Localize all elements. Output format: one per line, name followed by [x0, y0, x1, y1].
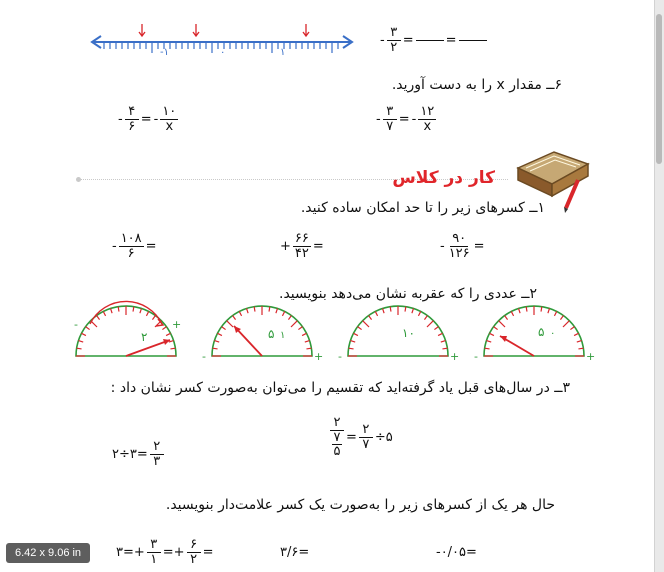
dial-3-minus: -: [338, 350, 342, 363]
dial-tick: [306, 348, 311, 349]
q3-right-equation: ۲ ۷ ۵ = $\frac{۲}{۷}$ ÷۵: [330, 416, 393, 459]
q4-heading: حال هر یک از کسرهای زیر را به‌صورت یک کسر علامت‌دار بنویسید.: [165, 497, 555, 513]
dial-tick: [390, 307, 391, 312]
dial-3: [342, 300, 454, 362]
q1-fraction-a: - $\frac{۱۰۸}{۶}$ =: [112, 231, 157, 261]
fraction: $\frac{۲}{۷}$: [359, 423, 373, 451]
dial-2-label: ۵: [268, 327, 275, 341]
dial-4-label: ۵: [538, 325, 545, 339]
dial-tick: [349, 348, 354, 349]
dial-tick: [213, 348, 218, 349]
top-equation: - $\frac{۳}{۲}$ = =: [380, 26, 487, 54]
dial-4-sub: ۰: [550, 328, 556, 339]
q6-heading: ۶ــ مقدار x را به دست آورید.: [391, 77, 562, 93]
dial-1-minus: -: [74, 318, 78, 331]
dial-tick: [133, 307, 134, 312]
dial-tick: [254, 307, 255, 312]
q3-left-equation: ۲÷۳= $\frac{۲}{۳}$: [112, 440, 164, 468]
fraction: $\frac{۴}{۶}$: [125, 105, 139, 133]
number-line-label-1: ۱: [280, 47, 286, 58]
answer-blank: [416, 39, 444, 41]
fraction: $\frac{۱۰۸}{۶}$: [120, 231, 142, 261]
dial-2: [206, 300, 318, 362]
dial-1: [70, 300, 182, 362]
scrollbar-thumb[interactable]: [656, 14, 662, 164]
dial-3-plus: +: [450, 350, 460, 363]
dial-2-minus: -: [202, 350, 206, 363]
dial-tick: [77, 348, 82, 349]
q1-fraction-c: - $\frac{۹۰}{۱۲۶}$ =: [440, 231, 485, 261]
fraction: $\frac{۲}{۳}$: [150, 440, 164, 468]
q2-heading: ۲ــ عددی را که عقربه نشان می‌دهد بنویسید.: [279, 286, 537, 302]
dial-4-minus: -: [474, 350, 478, 363]
dial-4-plus: +: [586, 350, 596, 363]
fraction: $\frac{۱۲}{x}$: [420, 104, 435, 134]
page-size-badge: 6.42 x 9.06 in: [6, 543, 90, 563]
number-line-label-neg1: -۱: [160, 47, 169, 58]
dial-1-plus: +: [172, 318, 182, 331]
dial-tick: [541, 307, 542, 312]
q1-heading: ۱ــ کسرهای زیر را تا حد امکان ساده کنید.: [300, 200, 545, 216]
fraction: $\frac{۶}{۲}$: [187, 538, 201, 566]
fraction: $\frac{۳}{۷}$: [383, 105, 397, 133]
dial-tick: [269, 307, 270, 312]
dial-tick: [170, 348, 175, 349]
fraction: $\frac{۳}{۱}$: [147, 538, 161, 566]
q3-heading: ۳ــ در سال‌های قبل یاد گرفته‌اید که تقسیم را می‌توان به‌صورت کسر نشان داد :: [110, 380, 570, 396]
dial-tick: [485, 348, 490, 349]
classwork-title: کار در کلاس: [392, 168, 495, 188]
dial-tick: [526, 307, 527, 312]
dial-2-sub: ۱: [280, 330, 286, 341]
dial-tick: [405, 307, 406, 312]
q4-expression-a: ۳=+ $\frac{۳}{۱}$ =+ $\frac{۶}{۲}$ =: [116, 537, 214, 567]
dial-4: [478, 300, 590, 362]
dial-1-label: ۲: [141, 330, 148, 344]
dial-tick: [578, 348, 583, 349]
q4-expression-c: -۰/۰۵=: [436, 545, 477, 560]
vertical-scrollbar[interactable]: [654, 0, 664, 572]
dial-tick: [118, 307, 119, 312]
fraction: $\frac{۱۰}{x}$: [162, 104, 177, 134]
fraction: $\frac{۹۰}{۱۲۶}$: [448, 231, 470, 261]
fraction: $\frac{۳}{۲}$: [387, 26, 401, 54]
q4-expression-b: ۳/۶=: [280, 545, 310, 560]
answer-blank: [459, 39, 487, 41]
fraction: $\frac{۶۶}{۴۲}$: [294, 231, 309, 261]
number-line-label-0: ۰: [220, 47, 226, 58]
dial-3-label: ۱۰: [402, 326, 415, 340]
dial-tick: [442, 348, 447, 349]
dial-2-plus: +: [314, 350, 324, 363]
q1-fraction-b: + $\frac{۶۶}{۴۲}$ =: [280, 231, 324, 261]
q6-left-equation: - $\frac{۴}{۶}$ = - $\frac{۱۰}{x}$: [118, 104, 177, 134]
compound-fraction: ۲ ۷ ۵: [330, 416, 344, 459]
q6-right-equation: - $\frac{۳}{۷}$ = - $\frac{۱۲}{x}$: [376, 104, 435, 134]
